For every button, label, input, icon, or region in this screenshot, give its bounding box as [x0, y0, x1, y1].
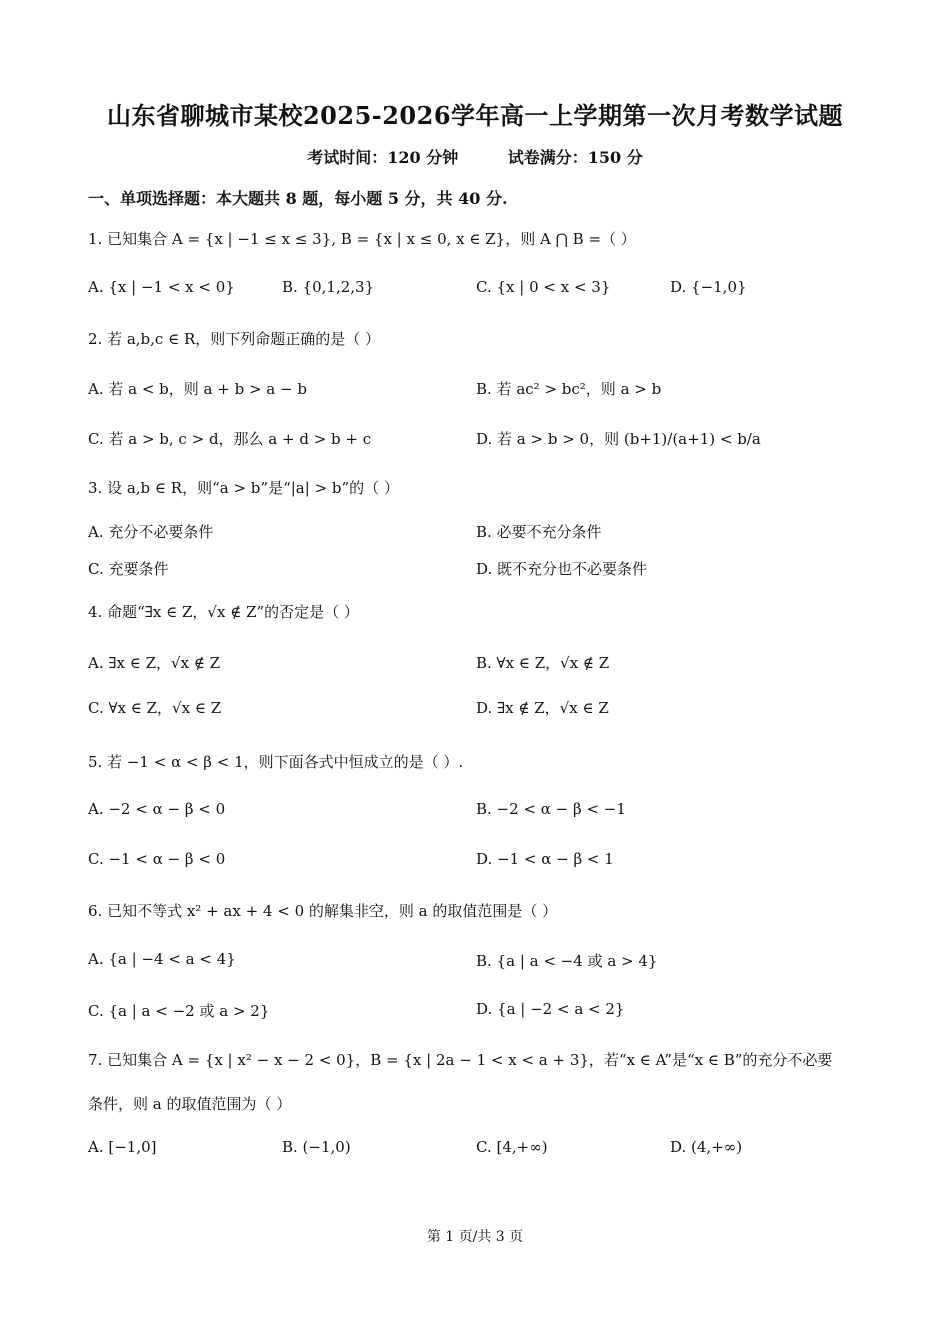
- exam-meta: [0, 145, 950, 168]
- question-2-stem: 2. 若 a,b,c ∈ R，则下列命题正确的是（ ）: [88, 330, 381, 348]
- q4-option-d: D. ∃x ∉ Z，√x ∈ Z: [476, 699, 609, 717]
- q2-option-a: A. 若 a < b，则 a + b > a − b: [88, 380, 307, 398]
- q7-option-b: B. (−1,0): [282, 1138, 351, 1156]
- q5-option-a: A. −2 < α − β < 0: [88, 800, 226, 818]
- exam-score: 试卷满分：150 分: [507, 148, 643, 167]
- q6-option-d: D. {a | −2 < a < 2}: [476, 1000, 625, 1018]
- q4-option-a: A. ∃x ∈ Z，√x ∉ Z: [88, 654, 221, 672]
- q7-option-d: D. (4,+∞): [670, 1138, 743, 1156]
- q5-option-d: D. −1 < α − β < 1: [476, 850, 614, 868]
- page-footer: 第 1 页/共 3 页: [426, 1229, 524, 1245]
- question-6-stem: 6. 已知不等式 x² + ax + 4 < 0 的解集非空，则 a 的取值范围是（ ）: [88, 902, 558, 920]
- q3-option-c: C. 充要条件: [88, 560, 169, 578]
- question-1-stem: 1. 已知集合 A = {x | −1 ≤ x ≤ 3}, B = {x | x ≤ 0, x ∈ Z}，则 A ⋂ B =（ ）: [88, 230, 636, 248]
- q6-option-c: C. {a | a < −2 或 a > 2}: [88, 1002, 270, 1020]
- q7-option-a: A. [−1,0]: [88, 1138, 157, 1156]
- page-title: 山东省聊城市某校2025-2026学年高一上学期第一次月考数学试题: [106, 101, 844, 130]
- question-3-stem: 3. 设 a,b ∈ R，则“a > b”是“|a| > b”的（ ）: [88, 479, 399, 497]
- question-5-stem: 5. 若 −1 < α < β < 1，则下面各式中恒成立的是（ ）.: [88, 753, 464, 771]
- q2-option-b: B. 若 ac² > bc²，则 a > b: [476, 380, 662, 398]
- q4-option-b: B. ∀x ∈ Z，√x ∉ Z: [476, 654, 610, 672]
- q3-option-b: B. 必要不充分条件: [476, 523, 602, 541]
- question-4-stem: 4. 命题“∃x ∈ Z，√x ∉ Z”的否定是（ ）: [88, 603, 359, 621]
- q6-option-b: B. {a | a < −4 或 a > 4}: [476, 952, 658, 970]
- q3-option-d: D. 既不充分也不必要条件: [476, 560, 648, 578]
- q5-option-b: B. −2 < α − β < −1: [476, 800, 626, 818]
- q6-option-a: A. {a | −4 < a < 4}: [88, 950, 236, 968]
- section-heading: 一、单项选择题：本大题共 8 题，每小题 5 分，共 40 分.: [88, 189, 508, 208]
- question-7-stem-continued: 条件，则 a 的取值范围为（ ）: [88, 1095, 292, 1113]
- q1-option-c: C. {x | 0 < x < 3}: [476, 278, 611, 296]
- q2-option-d: D. 若 a > b > 0，则 (b+1)/(a+1) < b/a: [476, 430, 761, 448]
- q1-option-b: B. {0,1,2,3}: [282, 278, 375, 296]
- exam-time: 考试时间：120 分钟: [307, 148, 459, 167]
- q2-option-c: C. 若 a > b, c > d，那么 a + d > b + c: [88, 430, 372, 448]
- q4-option-c: C. ∀x ∈ Z，√x ∈ Z: [88, 699, 222, 717]
- q1-option-a: A. {x | −1 < x < 0}: [88, 278, 235, 296]
- question-7-stem: 7. 已知集合 A = {x | x² − x − 2 < 0}，B = {x | 2a − 1 < x < a + 3}，若“x ∈ A”是“x ∈ B”的充分不必要: [88, 1051, 833, 1069]
- q7-option-c: C. [4,+∞): [476, 1138, 548, 1156]
- q5-option-c: C. −1 < α − β < 0: [88, 850, 226, 868]
- q1-option-d: D. {−1,0}: [670, 278, 747, 296]
- q3-option-a: A. 充分不必要条件: [88, 523, 214, 541]
